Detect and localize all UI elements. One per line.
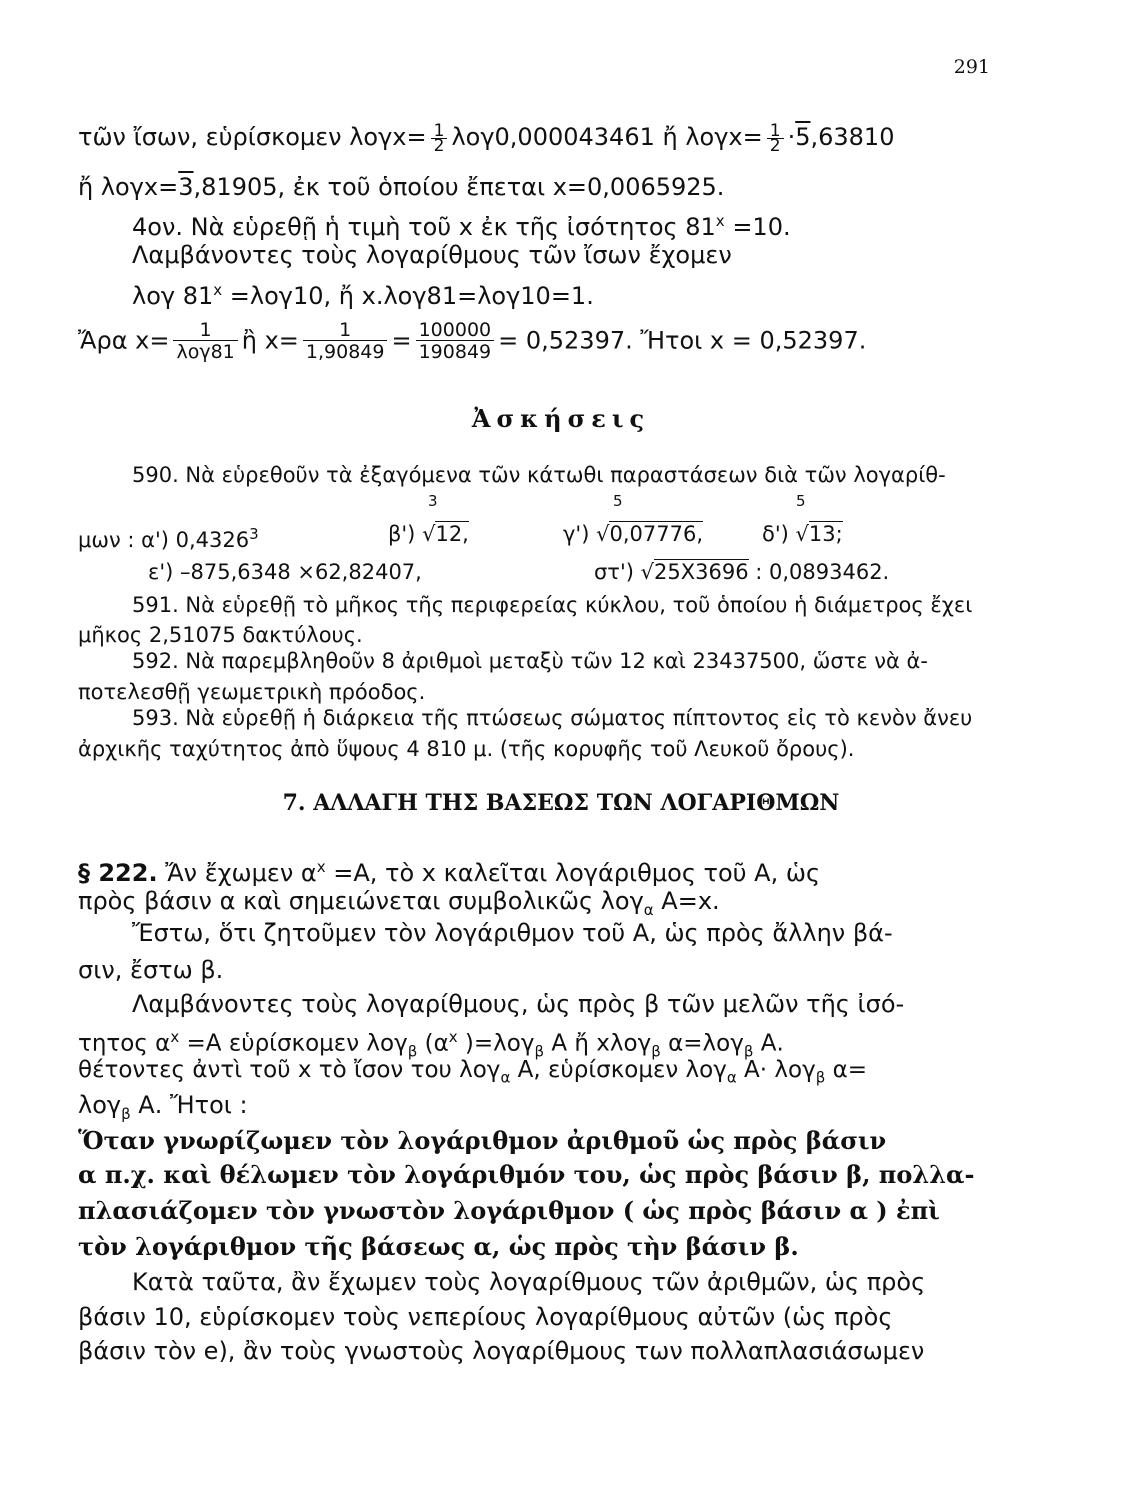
paragraph-222-line-6: τητος $\alpha^x =A$ εὑρίσκομεν λογ$_\beta$ ($\alpha^x$ )=λογ$_\beta$ Α ἤ xλογ$_\beta$ α=λογ$_\beta$ Α.: [78, 1028, 784, 1061]
exercise-591-line-1: 591. Νὰ εὑρεθῇ τὸ μῆκος τῆς περιφερείας κύκλου, τοῦ ὁποίου ἡ διάμετρος ἔχει: [132, 593, 973, 617]
exercise-590-line-1: 590. Νὰ εὑρεθοῦν τὰ ἐξαγόμενα τῶν κάτωθι παραστάσεων διὰ τῶν λογαρίθ-: [132, 463, 946, 487]
paragraph-222-line-8: λογ$_\beta$ Α. Ἤτοι :: [78, 1091, 248, 1123]
exercise-590-line-2: μων : α') 0,4326$^3$ β') √ 12, γ') √ 0,07776, δ') √ 13;: [78, 519, 259, 555]
paragraph-222-line-2: πρὸς βάσιν α καὶ σημειώνεται συμβολικῶς λογ$_\alpha$ Α=x.: [78, 887, 720, 919]
paragraph-222-line-7: θέτοντες ἀντὶ τοῦ x τὸ ἴσον του λογ$_\alpha$ Α, εὑρίσκομεν λογ$_\alpha$ Α· λογ$_\beta$ α=: [78, 1057, 868, 1087]
exercise-590-line-3: ε') –875,6348 ×62,82407, στ') √ 25X3696 : 0,0893462.: [148, 557, 422, 587]
final-line-3: βάσιν τὸν e), ἂν τοὺς γνωστοὺς λογαρίθμους των πολλαπλασιάσωμεν: [78, 1337, 925, 1365]
exercise-591-line-2: μῆκος 2,51075 δακτύλους.: [78, 623, 363, 647]
exercise-592-line-2: ποτελεσθῇ γεωμετρικὴ πρόοδος.: [78, 680, 426, 704]
example-4-title: 4ον. Νὰ εὑρεθῇ ἡ τιμὴ τοῦ x ἐκ τῆς ἰσότητος $81^x =10$.: [132, 212, 791, 241]
final-line-2: βάσιν 10, εὑρίσκομεν τοὺς νεπερίους λογαρίθμους αὐτῶν (ὡς πρὸς: [78, 1303, 893, 1331]
fraction: $\frac{1}{\text{λογ81}}$: [173, 320, 237, 363]
fraction: $\frac{100000}{190849}$: [416, 320, 495, 363]
fraction-half: $\frac{1}{2}$: [431, 124, 448, 153]
page-number: 291: [953, 56, 990, 78]
exercise-593-line-2: ἀρχικῆς ταχύτητος ἀπὸ ὕψους 4 810 μ. (τῆς κορυφῆς τοῦ Λευκοῦ ὄρους).: [78, 737, 855, 761]
item-f: στ') √ 25X3696 : 0,0893462.: [594, 557, 889, 587]
rule-line-3: πλασιάζομεν τὸν γνωστὸν λογάριθμον ( ὡς πρὸς βάσιν α ) ἐπὶ: [78, 1196, 940, 1225]
item-d: δ') √ 13;: [762, 519, 843, 549]
rule-line-1: Ὅταν γνωρίζωμεν τὸν λογάριθμον ἀριθμοῦ ὡς πρὸς βάσιν: [78, 1126, 887, 1155]
text-line: Λαμβάνοντες τοὺς λογαρίθμους τῶν ἴσων ἔχομεν: [132, 241, 732, 269]
exercise-593-line-1: 593. Νὰ εὑρεθῇ ἡ διάρκεια τῆς πτώσεως σώματος πίπτοντος εἰς τὸ κενὸν ἄνευ: [132, 706, 973, 730]
section-title: 7. ΑΛΛΑΓΗ ΤΗΣ ΒΑΣΕΩΣ ΤΩΝ ΛΟΓΑΡΙΘΜΩΝ: [282, 790, 840, 816]
paragraph-222-line-3: Ἔστω, ὅτι ζητοῦμεν τὸν λογάριθμον τοῦ Α, ὡς πρὸς ἄλλην βά-: [132, 919, 893, 947]
fraction-half: $\frac{1}{2}$: [767, 124, 784, 153]
root-index: 5: [796, 492, 806, 510]
item-b: β') √ 12,: [388, 519, 469, 549]
rule-line-4: τὸν λογάριθμον τῆς βάσεως α, ὡς πρὸς τὴν βάσιν β.: [78, 1232, 799, 1261]
paragraph-222-line-4: σιν, ἔστω β.: [78, 956, 224, 984]
equation-line-6: Ἄρα x= $\frac{1}{\text{λογ81}}$ ἢ x= $\frac{1}{1,90849}$ = $\frac{100000}{190849}$ = 0,52397. Ἤτοι x = 0,52397.: [78, 319, 867, 363]
final-line-1: Κατὰ ταῦτα, ἂν ἔχωμεν τοὺς λογαρίθμους τῶν ἀριθμῶν, ὡς πρὸς: [132, 1268, 926, 1296]
fraction: $\frac{1}{1,90849}$: [303, 320, 388, 363]
item-c: γ') √ 0,07776,: [563, 519, 703, 549]
root-index: 3: [428, 492, 438, 510]
root-index: 5: [613, 492, 623, 510]
paragraph-222-line-1: § 222. Ἄν ἔχωμεν $\alpha^x =A$, τὸ x καλεῖται λογάριθμος τοῦ Α, ὡς: [78, 858, 821, 887]
rule-line-2: α π.χ. καὶ θέλωμεν τὸν λογάριθμόν του, ὡς πρὸς βάσιν β, πολλα-: [78, 1160, 975, 1189]
equation-line-2: ἤ λογx=3,81905, ἐκ τοῦ ὁποίου ἔπεται x=0,0065925.: [78, 173, 725, 201]
exercise-592-line-1: 592. Νὰ παρεμβληθοῦν 8 ἀριθμοὶ μεταξὺ τῶν 12 καὶ 23437500, ὥστε νὰ ἀ-: [132, 649, 928, 673]
paragraph-222-line-5: Λαμβάνοντες τοὺς λογαρίθμους, ὡς πρὸς β τῶν μελῶν τῆς ἰσό-: [132, 990, 905, 1018]
equation-line-5: λογ $81^x =\lambda o\gamma 10$, ἤ x.λογ81=λογ10=1.: [132, 281, 594, 310]
exercises-heading: Ἀσκήσεις: [471, 404, 651, 433]
equation-line-1: τῶν ἴσων, εὑρίσκομεν λογx= $\frac{1}{2}$ λογ0,000043461 ἤ λογx= $\frac{1}{2}$ ·5,63810: [78, 120, 895, 156]
